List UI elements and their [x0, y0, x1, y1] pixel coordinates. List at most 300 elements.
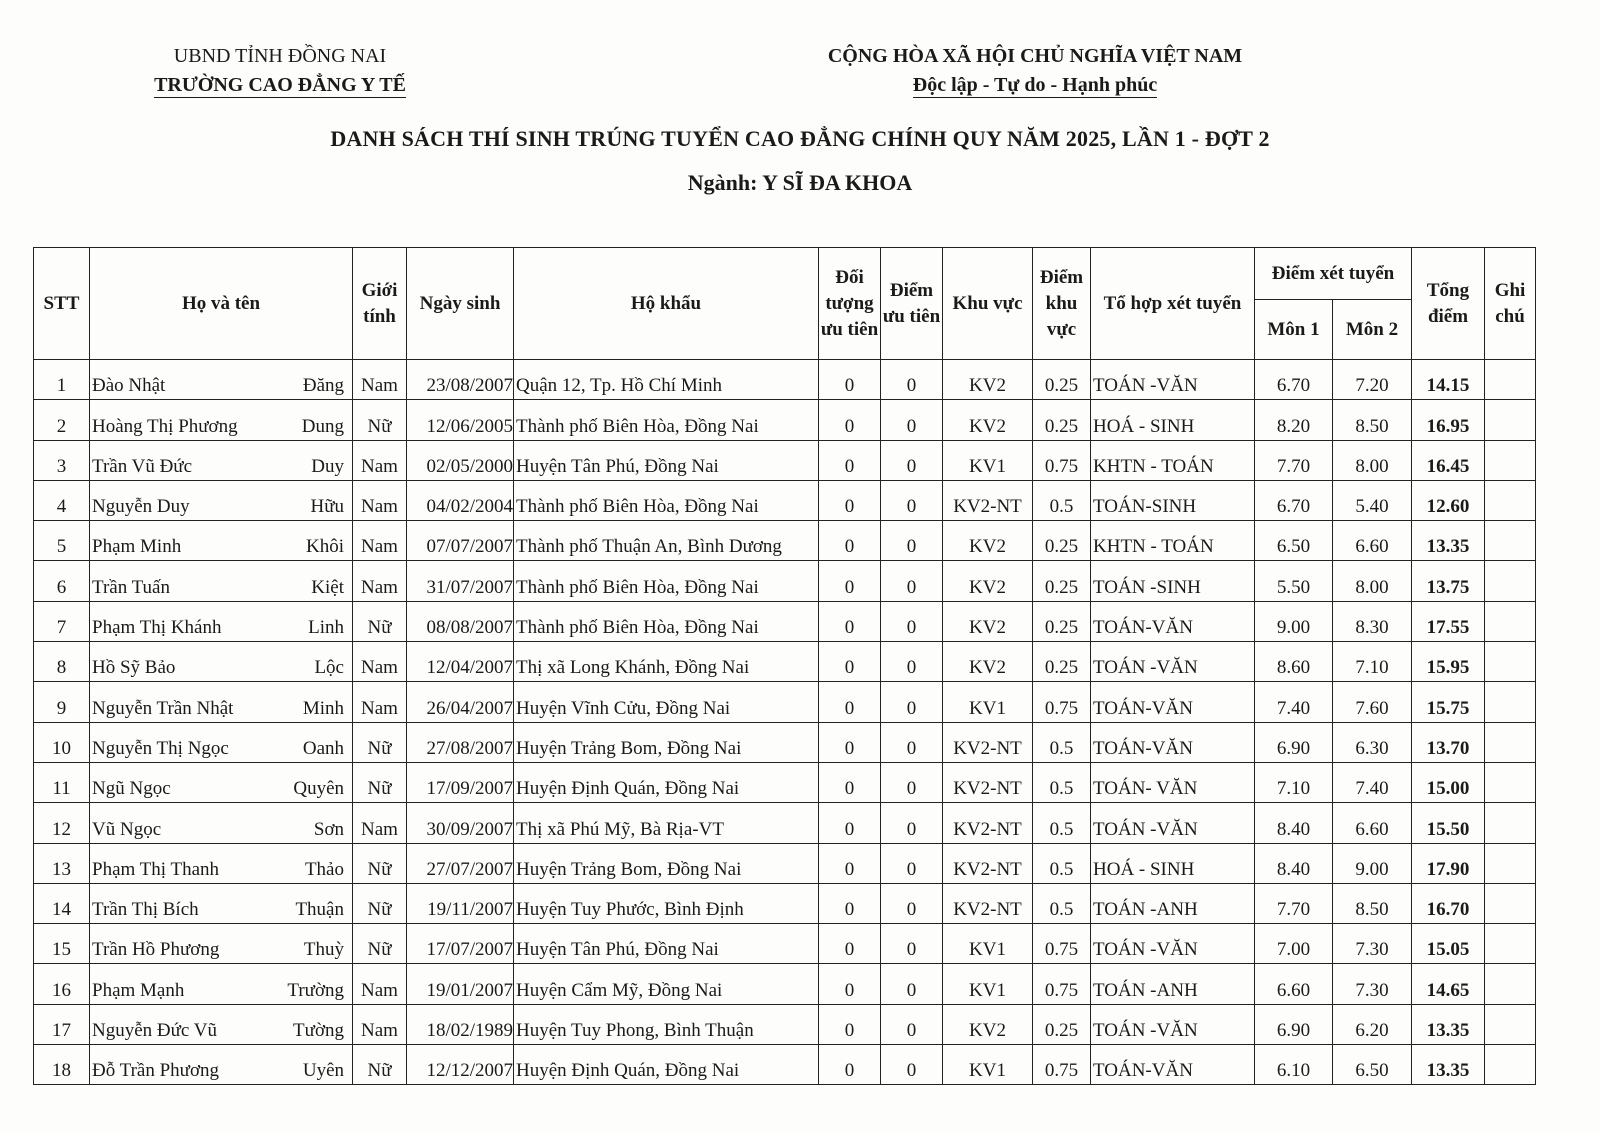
row-note: [1485, 722, 1536, 762]
row-gender: Nam: [353, 480, 407, 520]
row-note: [1485, 521, 1536, 561]
row-combo: TOÁN -VĂN: [1091, 360, 1255, 400]
table-row: [34, 480, 1536, 520]
row-subject-2: 7.60: [1333, 682, 1412, 722]
row-subject-1: 5.50: [1255, 561, 1333, 601]
row-gender: Nam: [353, 803, 407, 843]
row-total: 16.70: [1412, 883, 1485, 923]
row-priority-points: 0: [881, 924, 943, 964]
col-region-points: Điểm khu vực: [1033, 248, 1091, 360]
row-combo: TOÁN -ANH: [1091, 964, 1255, 1004]
row-address: Huyện Định Quán, Đồng Nai: [514, 762, 819, 802]
table-row: [34, 400, 1536, 440]
row-total: 13.35: [1412, 521, 1485, 561]
row-priority-points: 0: [881, 642, 943, 682]
row-first-name: Trần Tuấn: [92, 576, 170, 598]
row-subject-2: 6.20: [1333, 1004, 1412, 1044]
row-given-name: Kiệt: [311, 576, 344, 598]
row-dob: 26/04/2007: [407, 682, 514, 722]
row-address: Thành phố Thuận An, Bình Dương: [514, 521, 819, 561]
row-region: KV1: [943, 440, 1033, 480]
row-region-points: 0.25: [1033, 521, 1091, 561]
row-name: [90, 924, 353, 964]
row-subject-2: 9.00: [1333, 843, 1412, 883]
row-given-name: Trường: [287, 979, 344, 1001]
row-name: [90, 601, 353, 641]
row-dob: 31/07/2007: [407, 561, 514, 601]
table-row: [34, 561, 1536, 601]
row-region: KV2-NT: [943, 480, 1033, 520]
row-given-name: Thuận: [295, 899, 344, 921]
row-region: KV1: [943, 1045, 1033, 1085]
row-priority-group: 0: [819, 964, 881, 1004]
col-scores: Điểm xét tuyển: [1255, 248, 1412, 300]
row-dob: 12/06/2005: [407, 400, 514, 440]
admission-table: [33, 247, 1536, 1085]
row-total: 13.75: [1412, 561, 1485, 601]
row-gender: Nam: [353, 1004, 407, 1044]
row-subject-1: 8.20: [1255, 400, 1333, 440]
row-priority-group: 0: [819, 601, 881, 641]
table-row: [34, 762, 1536, 802]
row-dob: 27/08/2007: [407, 722, 514, 762]
row-subject-2: 6.60: [1333, 521, 1412, 561]
row-stt: 10: [34, 722, 90, 762]
row-subject-2: 7.20: [1333, 360, 1412, 400]
row-region-points: 0.75: [1033, 440, 1091, 480]
row-priority-group: 0: [819, 843, 881, 883]
row-priority-group: 0: [819, 521, 881, 561]
row-stt: 4: [34, 480, 90, 520]
row-gender: Nam: [353, 440, 407, 480]
row-stt: 16: [34, 964, 90, 1004]
row-priority-group: 0: [819, 561, 881, 601]
row-note: [1485, 1004, 1536, 1044]
row-first-name: Phạm Thị Khánh: [92, 617, 222, 639]
col-total: Tổng điểm: [1412, 248, 1485, 360]
row-gender: Nữ: [353, 762, 407, 802]
row-total: 14.65: [1412, 964, 1485, 1004]
province-committee: UBND TỈNH ĐỒNG NAI: [173, 45, 387, 67]
row-priority-group: 0: [819, 682, 881, 722]
row-total: 16.95: [1412, 400, 1485, 440]
row-name: [90, 480, 353, 520]
row-address: Huyện Vĩnh Cửu, Đồng Nai: [514, 682, 819, 722]
row-address: Thành phố Biên Hòa, Đồng Nai: [514, 601, 819, 641]
row-region: KV2: [943, 360, 1033, 400]
row-priority-points: 0: [881, 440, 943, 480]
row-subject-2: 8.30: [1333, 601, 1412, 641]
row-stt: 15: [34, 924, 90, 964]
row-name: [90, 360, 353, 400]
row-stt: 11: [34, 762, 90, 802]
row-gender: Nam: [353, 642, 407, 682]
row-region: KV2-NT: [943, 843, 1033, 883]
row-subject-1: 6.70: [1255, 360, 1333, 400]
issuing-authority: [120, 42, 440, 100]
row-note: [1485, 964, 1536, 1004]
row-priority-points: 0: [881, 360, 943, 400]
row-total: 13.35: [1412, 1004, 1485, 1044]
row-given-name: Hữu: [310, 496, 344, 518]
row-subject-2: 7.40: [1333, 762, 1412, 802]
col-region: Khu vực: [943, 248, 1033, 360]
row-combo: TOÁN -VĂN: [1091, 1004, 1255, 1044]
row-dob: 12/12/2007: [407, 1045, 514, 1085]
row-address: Thành phố Biên Hòa, Đồng Nai: [514, 400, 819, 440]
row-priority-group: 0: [819, 883, 881, 923]
row-stt: 1: [34, 360, 90, 400]
row-subject-2: 6.50: [1333, 1045, 1412, 1085]
col-stt: STT: [34, 248, 90, 360]
row-dob: 08/08/2007: [407, 601, 514, 641]
row-note: [1485, 803, 1536, 843]
row-note: [1485, 762, 1536, 802]
row-region: KV2-NT: [943, 883, 1033, 923]
row-combo: HOÁ - SINH: [1091, 843, 1255, 883]
row-given-name: Uyên: [302, 1060, 344, 1082]
row-region: KV2-NT: [943, 722, 1033, 762]
row-given-name: Quyên: [293, 778, 344, 800]
row-gender: Nữ: [353, 924, 407, 964]
major-name: Ngành: Y SĨ ĐA KHOA: [687, 170, 913, 195]
row-dob: 12/04/2007: [407, 642, 514, 682]
row-total: 16.45: [1412, 440, 1485, 480]
motto-line: Độc lập - Tự do - Hạnh phúc: [912, 74, 1158, 96]
table-row: [34, 601, 1536, 641]
row-priority-group: 0: [819, 924, 881, 964]
row-region-points: 0.25: [1033, 561, 1091, 601]
row-region-points: 0.25: [1033, 400, 1091, 440]
row-total: 15.95: [1412, 642, 1485, 682]
row-first-name: Nguyễn Thị Ngọc: [92, 737, 229, 759]
row-subject-2: 8.00: [1333, 440, 1412, 480]
row-total: 17.90: [1412, 843, 1485, 883]
row-stt: 3: [34, 440, 90, 480]
row-gender: Nữ: [353, 722, 407, 762]
row-first-name: Trần Hồ Phương: [92, 939, 220, 961]
row-note: [1485, 360, 1536, 400]
row-gender: Nam: [353, 561, 407, 601]
row-priority-points: 0: [881, 762, 943, 802]
row-subject-2: 8.50: [1333, 400, 1412, 440]
row-region: KV2: [943, 561, 1033, 601]
row-priority-points: 0: [881, 722, 943, 762]
row-priority-group: 0: [819, 642, 881, 682]
row-dob: 23/08/2007: [407, 360, 514, 400]
row-subject-1: 8.40: [1255, 843, 1333, 883]
row-priority-points: 0: [881, 964, 943, 1004]
row-first-name: Trần Thị Bích: [92, 899, 199, 921]
table-row: [34, 843, 1536, 883]
row-region-points: 0.5: [1033, 883, 1091, 923]
row-given-name: Sơn: [313, 818, 344, 840]
row-priority-points: 0: [881, 561, 943, 601]
row-priority-points: 0: [881, 521, 943, 561]
row-priority-points: 0: [881, 883, 943, 923]
row-total: 15.05: [1412, 924, 1485, 964]
row-name: [90, 561, 353, 601]
row-given-name: Đăng: [302, 375, 344, 397]
row-address: Quận 12, Tp. Hồ Chí Minh: [514, 360, 819, 400]
row-gender: Nữ: [353, 883, 407, 923]
row-combo: TOÁN -VĂN: [1091, 642, 1255, 682]
row-region: KV2-NT: [943, 762, 1033, 802]
row-priority-group: 0: [819, 722, 881, 762]
row-name: [90, 722, 353, 762]
row-region: KV2: [943, 521, 1033, 561]
row-priority-points: 0: [881, 400, 943, 440]
table-row: [34, 642, 1536, 682]
row-stt: 8: [34, 642, 90, 682]
col-name: Họ và tên: [90, 248, 353, 360]
row-first-name: Phạm Thị Thanh: [92, 858, 220, 880]
row-name: [90, 803, 353, 843]
row-subject-2: 7.30: [1333, 924, 1412, 964]
document-title: DANH SÁCH THÍ SINH TRÚNG TUYỂN CAO ĐẲNG CHÍNH QUY NĂM 2025, LẦN 1 - ĐỢT 2: [330, 126, 1270, 151]
row-gender: Nữ: [353, 1045, 407, 1085]
row-dob: 30/09/2007: [407, 803, 514, 843]
row-combo: TOÁN- VĂN: [1091, 762, 1255, 802]
table-row: [34, 360, 1536, 400]
row-subject-1: 7.00: [1255, 924, 1333, 964]
row-address: Thành phố Biên Hòa, Đồng Nai: [514, 480, 819, 520]
row-note: [1485, 1045, 1536, 1085]
row-first-name: Phạm Minh: [92, 536, 182, 558]
row-dob: 19/11/2007: [407, 883, 514, 923]
row-first-name: Ngũ Ngọc: [92, 778, 171, 800]
row-subject-1: 6.60: [1255, 964, 1333, 1004]
row-gender: Nam: [353, 360, 407, 400]
row-first-name: Đào Nhật: [92, 375, 166, 397]
row-given-name: Tường: [293, 1020, 344, 1042]
row-combo: TOÁN-VĂN: [1091, 682, 1255, 722]
country-name: CỘNG HÒA XÃ HỘI CHỦ NGHĨA VIỆT NAM: [827, 45, 1243, 67]
row-address: Huyện Tân Phú, Đồng Nai: [514, 924, 819, 964]
row-first-name: Phạm Mạnh: [92, 979, 185, 1001]
row-total: 13.70: [1412, 722, 1485, 762]
row-subject-1: 7.40: [1255, 682, 1333, 722]
row-dob: 04/02/2004: [407, 480, 514, 520]
table-row: [34, 883, 1536, 923]
row-stt: 7: [34, 601, 90, 641]
row-combo: TOÁN-VĂN: [1091, 1045, 1255, 1085]
row-region-points: 0.25: [1033, 601, 1091, 641]
row-subject-1: 9.00: [1255, 601, 1333, 641]
row-gender: Nam: [353, 964, 407, 1004]
table-row: [34, 803, 1536, 843]
row-total: 17.55: [1412, 601, 1485, 641]
row-subject-1: 7.70: [1255, 440, 1333, 480]
row-given-name: Thảo: [304, 858, 344, 880]
row-priority-group: 0: [819, 360, 881, 400]
row-address: Thành phố Biên Hòa, Đồng Nai: [514, 561, 819, 601]
table-row: [34, 964, 1536, 1004]
row-name: [90, 642, 353, 682]
row-priority-points: 0: [881, 682, 943, 722]
row-combo: HOÁ - SINH: [1091, 400, 1255, 440]
row-region-points: 0.25: [1033, 360, 1091, 400]
row-region: KV2: [943, 601, 1033, 641]
row-given-name: Lộc: [314, 657, 344, 679]
row-address: Huyện Định Quán, Đồng Nai: [514, 1045, 819, 1085]
row-priority-points: 0: [881, 1045, 943, 1085]
row-combo: TOÁN-SINH: [1091, 480, 1255, 520]
col-combo: Tổ hợp xét tuyển: [1091, 248, 1255, 360]
row-priority-group: 0: [819, 480, 881, 520]
row-dob: 17/07/2007: [407, 924, 514, 964]
row-total: 14.15: [1412, 360, 1485, 400]
row-combo: KHTN - TOÁN: [1091, 440, 1255, 480]
col-subject-2: Môn 2: [1333, 300, 1412, 360]
row-gender: Nam: [353, 521, 407, 561]
row-address: Thị xã Long Khánh, Đồng Nai: [514, 642, 819, 682]
row-stt: 6: [34, 561, 90, 601]
row-address: Huyện Trảng Bom, Đồng Nai: [514, 722, 819, 762]
row-stt: 14: [34, 883, 90, 923]
row-combo: TOÁN -VĂN: [1091, 924, 1255, 964]
row-first-name: Nguyễn Trần Nhật: [92, 697, 234, 719]
row-name: [90, 1004, 353, 1044]
row-note: [1485, 601, 1536, 641]
row-region-points: 0.75: [1033, 1045, 1091, 1085]
row-given-name: Dung: [301, 415, 344, 437]
row-region: KV2-NT: [943, 803, 1033, 843]
row-subject-2: 8.50: [1333, 883, 1412, 923]
national-motto: [800, 42, 1270, 100]
row-region: KV2: [943, 642, 1033, 682]
row-stt: 9: [34, 682, 90, 722]
row-note: [1485, 480, 1536, 520]
row-stt: 2: [34, 400, 90, 440]
row-combo: TOÁN -VĂN: [1091, 803, 1255, 843]
table-row: [34, 722, 1536, 762]
row-combo: KHTN - TOÁN: [1091, 521, 1255, 561]
row-region-points: 0.5: [1033, 843, 1091, 883]
row-subject-1: 8.60: [1255, 642, 1333, 682]
row-dob: 19/01/2007: [407, 964, 514, 1004]
row-name: [90, 843, 353, 883]
row-subject-1: 8.40: [1255, 803, 1333, 843]
row-subject-1: 6.90: [1255, 722, 1333, 762]
row-subject-1: 6.50: [1255, 521, 1333, 561]
row-note: [1485, 561, 1536, 601]
col-subject-1: Môn 1: [1255, 300, 1333, 360]
row-given-name: Khôi: [306, 536, 344, 558]
row-subject-2: 8.00: [1333, 561, 1412, 601]
row-name: [90, 400, 353, 440]
row-region-points: 0.25: [1033, 1004, 1091, 1044]
row-priority-group: 0: [819, 1045, 881, 1085]
row-address: Huyện Trảng Bom, Đồng Nai: [514, 843, 819, 883]
row-stt: 5: [34, 521, 90, 561]
row-region: KV1: [943, 964, 1033, 1004]
row-priority-group: 0: [819, 803, 881, 843]
row-priority-group: 0: [819, 762, 881, 802]
row-priority-points: 0: [881, 843, 943, 883]
row-given-name: Linh: [308, 617, 344, 639]
table-row: [34, 924, 1536, 964]
row-address: Thị xã Phú Mỹ, Bà Rịa-VT: [514, 803, 819, 843]
row-note: [1485, 682, 1536, 722]
row-given-name: Duy: [311, 455, 344, 477]
col-priority-group: Đối tượng ưu tiên: [819, 248, 881, 360]
table-row: [34, 1004, 1536, 1044]
row-subject-1: 6.10: [1255, 1045, 1333, 1085]
row-total: 15.50: [1412, 803, 1485, 843]
row-given-name: Minh: [302, 697, 344, 719]
row-first-name: Hoàng Thị Phương: [92, 415, 238, 437]
row-subject-2: 6.60: [1333, 803, 1412, 843]
row-region: KV1: [943, 924, 1033, 964]
row-combo: TOÁN -ANH: [1091, 883, 1255, 923]
row-gender: Nam: [353, 682, 407, 722]
row-subject-2: 5.40: [1333, 480, 1412, 520]
row-priority-points: 0: [881, 1004, 943, 1044]
row-first-name: Trần Vũ Đức: [92, 455, 193, 477]
row-address: Huyện Tuy Phong, Bình Thuận: [514, 1004, 819, 1044]
row-note: [1485, 400, 1536, 440]
row-name: [90, 682, 353, 722]
row-region-points: 0.5: [1033, 803, 1091, 843]
row-first-name: Nguyễn Duy: [92, 496, 190, 518]
row-first-name: Vũ Ngọc: [92, 818, 162, 840]
row-first-name: Đỗ Trần Phương: [92, 1060, 219, 1082]
row-stt: 12: [34, 803, 90, 843]
row-total: 12.60: [1412, 480, 1485, 520]
row-region-points: 0.75: [1033, 682, 1091, 722]
row-region: KV2: [943, 400, 1033, 440]
row-combo: TOÁN-VĂN: [1091, 722, 1255, 762]
col-priority-points: Điểm ưu tiên: [881, 248, 943, 360]
row-gender: Nữ: [353, 843, 407, 883]
school-name: TRƯỜNG CAO ĐẲNG Y TẾ: [154, 74, 406, 96]
row-given-name: Oanh: [302, 737, 344, 759]
table-row: [34, 440, 1536, 480]
row-region-points: 0.5: [1033, 722, 1091, 762]
row-region-points: 0.75: [1033, 924, 1091, 964]
row-priority-group: 0: [819, 440, 881, 480]
row-region-points: 0.75: [1033, 964, 1091, 1004]
row-total: 15.75: [1412, 682, 1485, 722]
row-address: Huyện Tân Phú, Đồng Nai: [514, 440, 819, 480]
row-combo: TOÁN -SINH: [1091, 561, 1255, 601]
row-subject-2: 7.10: [1333, 642, 1412, 682]
row-name: [90, 440, 353, 480]
row-priority-points: 0: [881, 803, 943, 843]
row-priority-points: 0: [881, 480, 943, 520]
row-gender: Nữ: [353, 601, 407, 641]
row-address: Huyện Tuy Phước, Bình Định: [514, 883, 819, 923]
row-priority-group: 0: [819, 400, 881, 440]
row-total: 13.35: [1412, 1045, 1485, 1085]
row-note: [1485, 843, 1536, 883]
row-dob: 27/07/2007: [407, 843, 514, 883]
row-name: [90, 762, 353, 802]
row-name: [90, 883, 353, 923]
row-gender: Nữ: [353, 400, 407, 440]
row-name: [90, 1045, 353, 1085]
row-note: [1485, 642, 1536, 682]
row-first-name: Nguyễn Đức Vũ: [92, 1020, 217, 1042]
row-stt: 17: [34, 1004, 90, 1044]
row-subject-1: 6.90: [1255, 1004, 1333, 1044]
col-note: Ghi chú: [1485, 248, 1536, 360]
col-dob: Ngày sinh: [407, 248, 514, 360]
row-dob: 17/09/2007: [407, 762, 514, 802]
table-row: [34, 521, 1536, 561]
row-dob: 02/05/2000: [407, 440, 514, 480]
